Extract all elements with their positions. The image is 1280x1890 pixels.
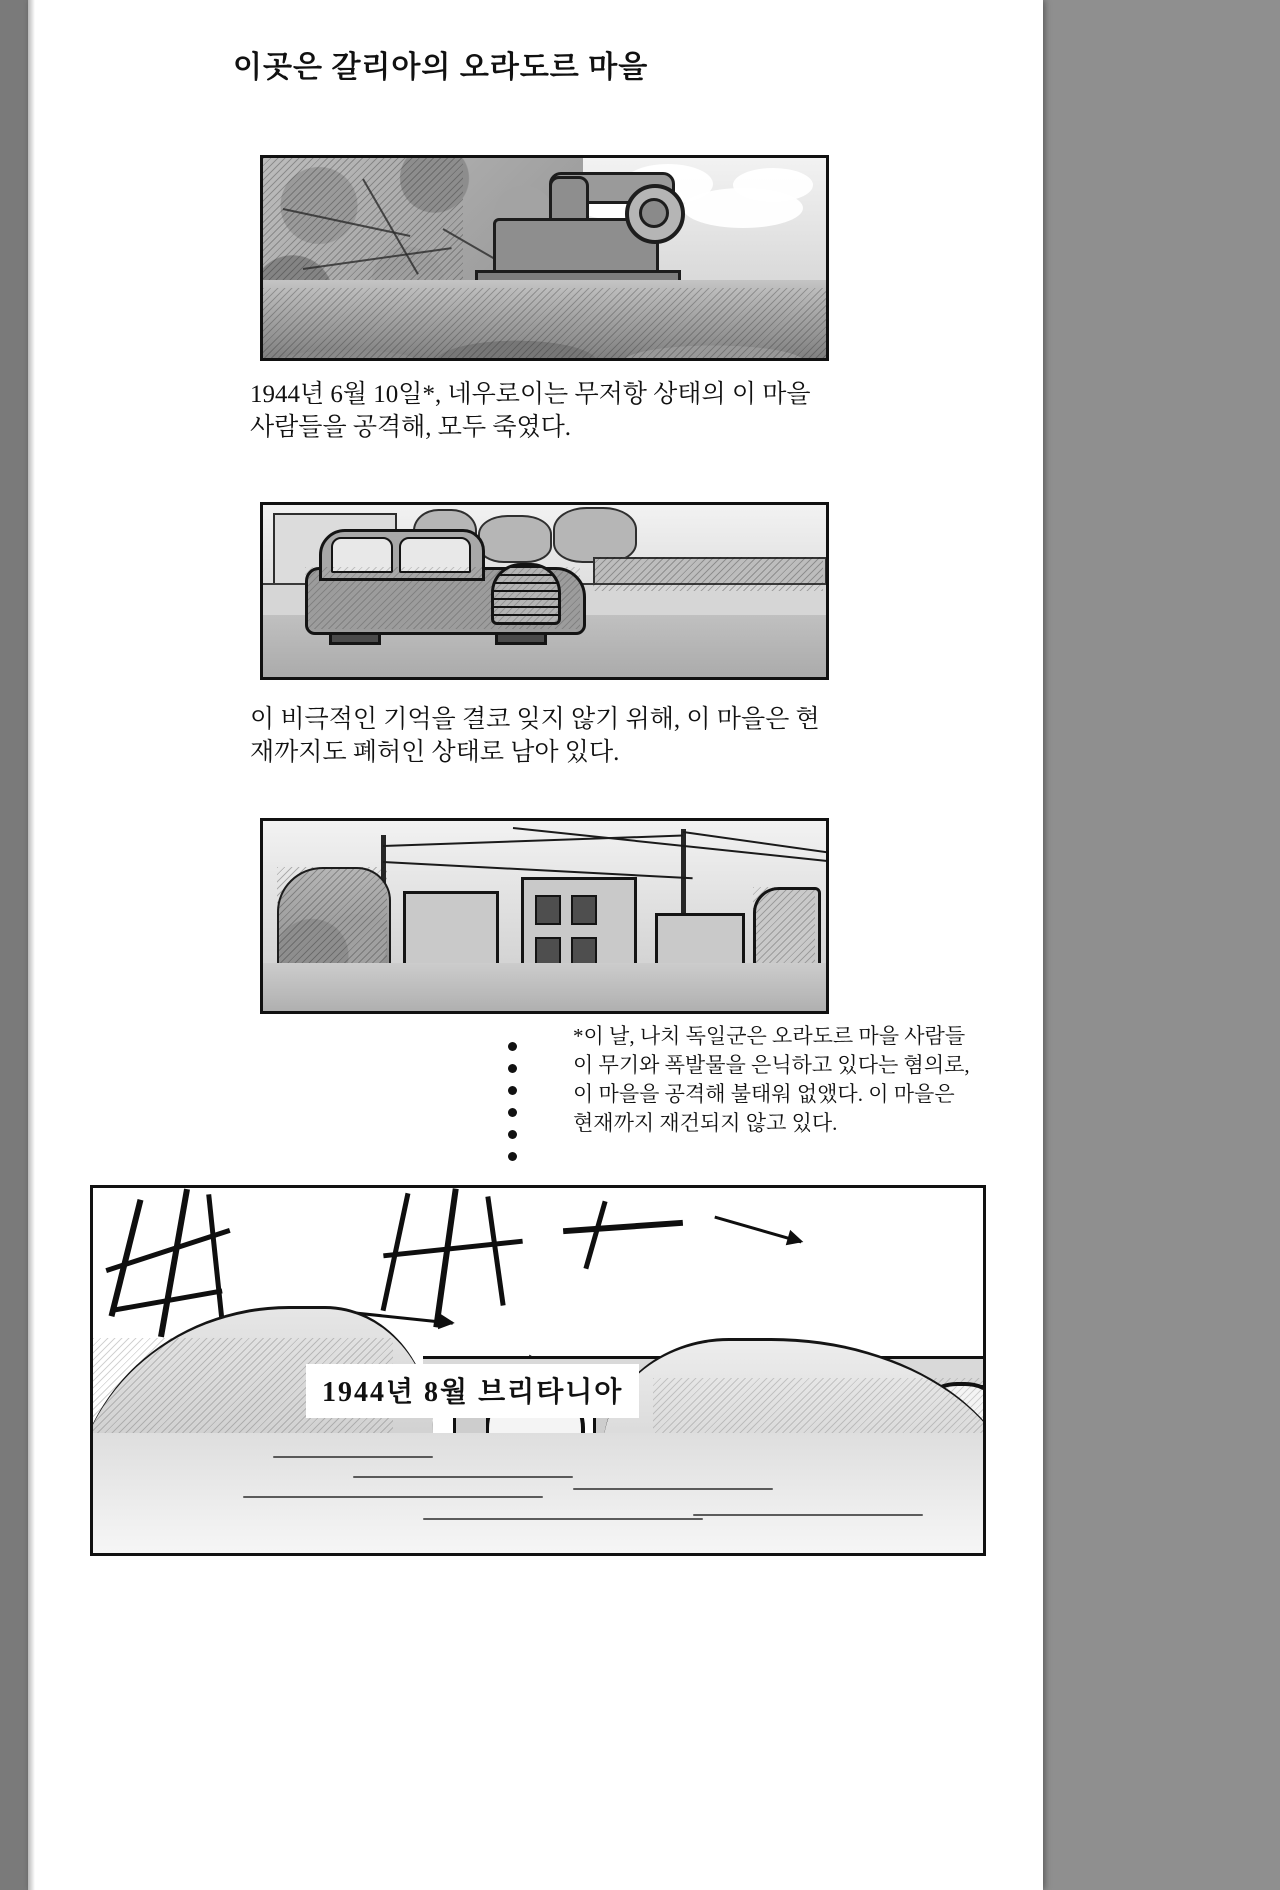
page-title: 이곳은 갈리아의 오라도르 마을 — [233, 51, 649, 84]
comic-panel-3 — [260, 818, 829, 1014]
sewing-machine-hub — [639, 198, 669, 228]
page-background-right — [1043, 0, 1280, 1890]
water-line — [573, 1488, 773, 1490]
hatching-texture — [305, 567, 580, 629]
cloud-shape — [733, 168, 813, 202]
water-line — [273, 1456, 433, 1458]
page-spine-shadow — [28, 0, 35, 1890]
water-line — [243, 1496, 543, 1498]
location-caption: 1944년 8월 브리타니아 — [306, 1364, 639, 1418]
caption-box-1: 1944년 6월 10일*, 네우로이는 무저항 상태의 이 마을 사람들을 공격해, 모두 죽였다. — [250, 378, 840, 444]
background-tree — [553, 507, 637, 563]
street-ground — [263, 963, 826, 1011]
water-line — [693, 1514, 923, 1516]
comic-page — [28, 0, 1043, 1890]
hatching-texture — [263, 288, 826, 358]
thought-dots — [508, 1042, 522, 1172]
building-window — [535, 895, 561, 925]
comic-panel-2 — [260, 502, 829, 680]
hatching-texture — [593, 557, 823, 591]
caption-box-2: 이 비극적인 기억을 결코 잊지 않기 위해, 이 마을은 현재까지도 폐허인 상태로 남아 있다. — [250, 703, 840, 769]
footnote-text: *이 날, 나치 독일군은 오라도르 마을 사람들이 무기와 폭발물을 은닉하고 있다는 혐의로, 이 마을을 공격해 불태워 없앴다. 이 마을은 현재까지 재건되지 않고 있다. — [573, 1022, 973, 1138]
river-water — [93, 1433, 983, 1553]
building-window — [571, 895, 597, 925]
background-tree — [478, 515, 552, 563]
water-line — [353, 1476, 573, 1478]
book-gutter — [0, 0, 28, 1890]
hatching-texture — [277, 867, 387, 975]
comic-panel-1 — [260, 155, 829, 361]
water-line — [423, 1518, 703, 1520]
